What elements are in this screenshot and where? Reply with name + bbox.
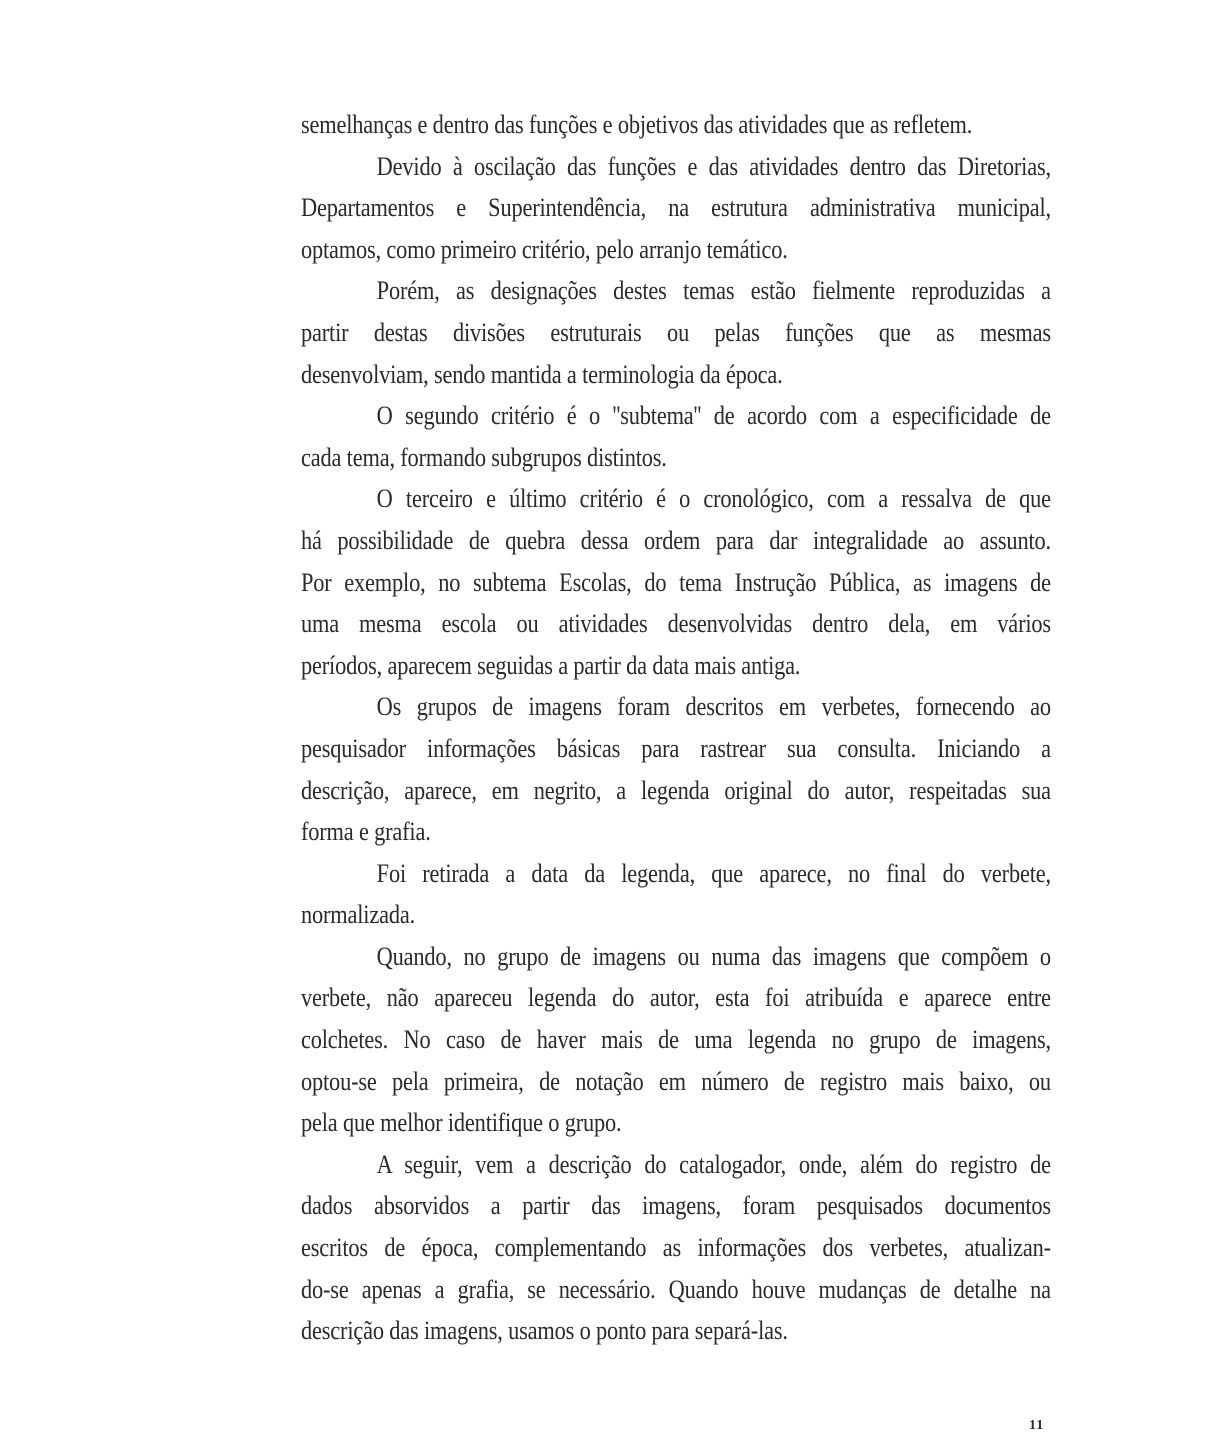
text-line: uma mesma escola ou atividades desenvolvidas dentro dela, em vários [301,609,1051,639]
text-line: optamos, como primeiro critério, pelo arranjo temático. [301,234,788,264]
text-line: verbete, não apareceu legenda do autor, esta foi atribuída e aparece entre [301,983,1051,1013]
text-line: Quando, no grupo de imagens ou numa das imagens que compõem o [376,941,1051,971]
text-line: O terceiro e último critério é o cronológico, com a ressalva de que [376,484,1051,514]
text-line: do-se apenas a grafia, se necessário. Quando houve mudanças de detalhe na [301,1274,1051,1304]
text-line: A seguir, vem a descrição do catalogador, onde, além do registro de [376,1149,1051,1179]
text-line: Por exemplo, no subtema Escolas, do tema Instrução Pública, as imagens de [301,567,1051,597]
text-line: partir destas divisões estruturais ou pelas funções que as mesmas [301,317,1051,347]
text-line: Devido à oscilação das funções e das atividades dentro das Diretorias, [376,151,1051,181]
page-number: 11 [1029,1418,1045,1433]
text-line: pesquisador informações básicas para rastrear sua consulta. Iniciando a [301,733,1051,763]
text-line: forma e grafia. [301,817,431,847]
text-line: escritos de época, complementando as informações dos verbetes, atualizan- [301,1233,1051,1263]
text-line: cada tema, formando subgrupos distintos. [301,442,667,472]
body-text [301,104,1051,1352]
text-line: colchetes. No caso de haver mais de uma legenda no grupo de imagens, [301,1025,1051,1055]
text-line: Porém, as designações destes temas estão fielmente reproduzidas a [376,276,1051,306]
text-line: normalizada. [301,900,416,930]
text-line: Os grupos de imagens foram descritos em verbetes, fornecendo ao [376,692,1051,722]
text-line: períodos, aparecem seguidas a partir da data mais antiga. [301,650,801,680]
text-line: O segundo critério é o ''subtema'' de acordo com a especificidade de [376,401,1051,431]
text-line: Departamentos e Superintendência, na estrutura administrativa municipal, [301,193,1051,223]
text-line: descrição, aparece, em negrito, a legenda original do autor, respeitadas sua [301,775,1051,805]
text-line: descrição das imagens, usamos o ponto para separá-las. [301,1316,788,1346]
text-line: há possibilidade de quebra dessa ordem para dar integralidade ao assunto. [301,525,1051,555]
text-line: pela que melhor identifique o grupo. [301,1108,622,1138]
text-line: optou-se pela primeira, de notação em número de registro mais baixo, ou [301,1066,1051,1096]
text-line: semelhanças e dentro das funções e objetivos das atividades que as refletem. [301,110,973,139]
text-line: dados absorvidos a partir das imagens, foram pesquisados documentos [301,1191,1051,1221]
text-line: desenvolviam, sendo mantida a terminologia da época. [301,359,783,389]
text-line: Foi retirada a data da legenda, que aparece, no final do verbete, [376,858,1051,888]
